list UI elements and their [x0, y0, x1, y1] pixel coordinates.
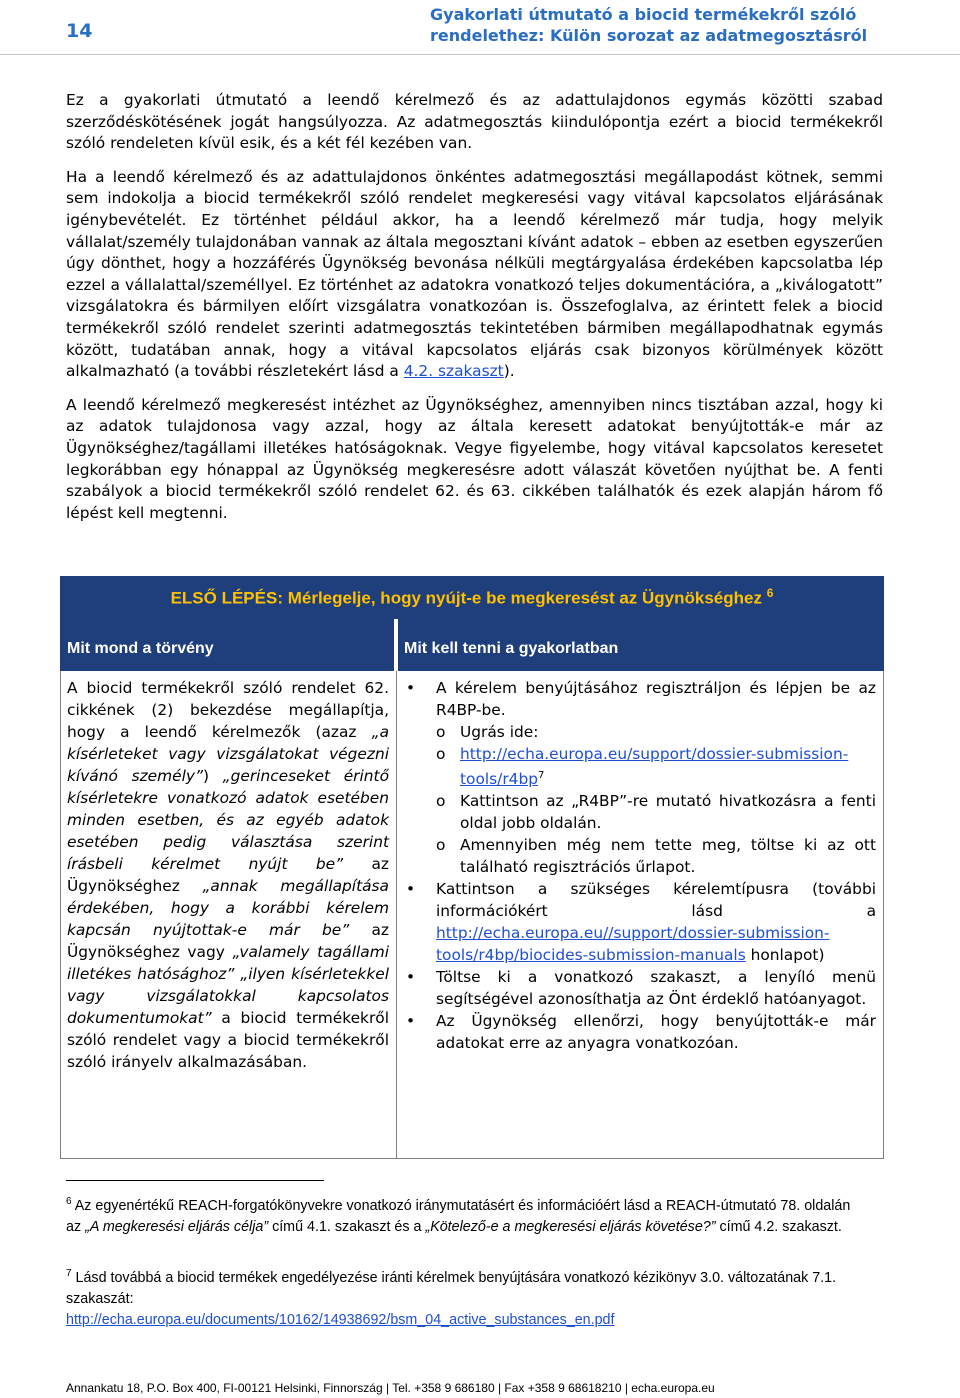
- bullet-agency-check: • Az Ügynökség ellenőrzi, hogy benyújtották-e már adatokat erre az anyagra vonatkozóan.: [404, 1010, 876, 1054]
- table-column-divider: [396, 671, 397, 1159]
- column-header-practice-label: Mit kell tenni a gyakorlatban: [404, 640, 619, 657]
- step-banner-title: [60, 586, 884, 609]
- law-quote-4: „valamely tagállami illetékes hatósághoz” „ilyen kísérletekkel vagy vizsgálatokkal kapcsolatos dokumentumokat”: [67, 943, 389, 1027]
- paragraph-2: [66, 167, 883, 383]
- header-divider: [0, 54, 960, 55]
- page-footer: Annankatu 18, P.O. Box 400, FI-00121 Helsinki, Finnország | Tel. +358 9 686180 | Fax +358 9 68618210 | echa.europa.eu: [66, 1381, 715, 1395]
- request-type-end: honlapot): [745, 946, 825, 965]
- footnote-6-text-2: című 4.1. szakaszt és a: [268, 1218, 426, 1235]
- subitem-click-r4bp: o Kattintson az „R4BP”-re mutató hivatkozásra a fenti oldal jobb oldalán.: [404, 790, 876, 834]
- footnote-7: [66, 1263, 866, 1331]
- law-cell: [67, 677, 389, 1073]
- main-text: [66, 90, 883, 536]
- law-quote-1: „a kísérleteket vagy vizsgálatokat végezni kívánó személy”: [67, 723, 389, 785]
- law-quote-3: „annak megállapítása érdekében, hogy a korábbi kérelem kapcsán nyújtottak-e már be”: [67, 877, 389, 939]
- footnote-ref-6: 6: [766, 586, 774, 600]
- footnote-ref-7: 7: [538, 770, 545, 781]
- bullet-register: • A kérelem benyújtásához regisztráljon és lépjen be az R4BP-be.: [404, 677, 876, 721]
- law-text-2: ): [202, 767, 223, 785]
- bullet-request-type: [404, 878, 876, 966]
- paragraph-1: Ez a gyakorlati útmutató a leendő kérelmező és az adattulajdonos egymás közötti szabad szerződéskötésének jogát hangsúlyozza. Az adatmegosztás kiindulópontja ezért a biocid termékekről szóló rendeleten kívül esik, és a két fél kezében van.: [66, 91, 883, 153]
- header-title-line1: Gyakorlati útmutató a biocid termékekről szóló: [430, 5, 857, 24]
- step-banner: [60, 576, 884, 620]
- law-text-1: A biocid termékekről szóló rendelet 62. cikkének (2) bekezdése megállapítja, hogy a leendő kérelmezők (azaz: [67, 679, 389, 741]
- section-4-2-link[interactable]: 4.2. szakaszt: [403, 362, 504, 381]
- law-text-3: az Ügynökséghez: [67, 855, 390, 895]
- paragraph-2-end: ).: [503, 362, 515, 381]
- law-text-5: a biocid termékekről szóló rendelet vagy a biocid termékekről szóló irányelv alkalmazásában.: [67, 1009, 389, 1071]
- submission-manuals-link[interactable]: http://echa.europa.eu//support/dossier-submission-tools/r4bp/biocides-submission-manuals: [436, 924, 830, 965]
- practice-cell: [404, 677, 876, 1054]
- paragraph-2-text: Ha a leendő kérelmező és az adattulajdonos önkéntes adatmegosztási megállapodást kötnek, semmi sem indokolja a biocid termékekről szóló rendelet megkeresési vagy vitával kapcsolatos eljárásának igénybevételét. Ez történhet például akkor, ha a leendő kérelmező már tudja, hogy melyik vállalat/személy tulajdonában vannak az általa megosztani kívánt adatok – ebben az esetben egyszerűen úgy dönthet, hogy a hozzáférés Ügynökség bevonása nélküli megtárgyalása érdekében kapcsolatba lép ezzel a vállalattal/személlyel. Ez történhet az adatokra vonatkozó teljes dokumentációra, a „kiválogatott” vizsgálatokra és bármilyen előírt vizsgálatra vonatkozóan is. Összefoglalva, az érintett felek a biocid termékekről szóló rendelet szerinti adatmegosztás tekintetében bármiben megállapodhatnak egymás között, tudatában annak, hogy a vitával kapcsolatos eljárás csak bizonyos körülmények között alkalmazható (a további részletekért lásd a: [66, 167, 883, 381]
- column-header-practice: [398, 619, 884, 671]
- paragraph-3: A leendő kérelmező megkeresést intézhet az Ügynökséghez, amennyiben nincs tisztában azzal, hogy ki az adatok tulajdonosa vagy azzal, hogy az általa keresett adatokat benyújtották-e már az Ügynökséghez/tagállami illetékes hatóságoknak. Vegye figyelembe, hogy vitával kapcsolatos keresetet legkorábban egy hónappal az Ügynökség megkeresésre adott válaszát követően nyújthat be. A fenti szabályok a biocid termékekről szóló rendelet 62. és 63. cikkében találhatók és ezek alapján három fő lépést kell megtenni.: [66, 395, 883, 522]
- footnote-6-text-1: Az egyenértékű REACH-forgatókönyvekre vonatkozó iránymutatásért és információért lásd a REACH-útmutató 78. oldalán az: [66, 1197, 851, 1235]
- footnote-6-title-1: „A megkeresési eljárás célja”: [85, 1218, 269, 1235]
- bsm-pdf-link[interactable]: http://echa.europa.eu/documents/10162/14938692/bsm_04_active_substances_en.pdf: [66, 1311, 615, 1328]
- step-banner-text: ELSŐ LÉPÉS: Mérlegelje, hogy nyújt-e be megkeresést az Ügynökséghez: [170, 588, 762, 608]
- bullet-fill-section: • Töltse ki a vonatkozó szakaszt, a lenyíló menü segítségével azonosíthatja az Önt érdeklő hatóanyagot.: [404, 966, 876, 1010]
- law-quote-2: „gerinceseket érintő kísérletekre vonatkozó adatok esetében minden esetben, és az egyéb adatok esetében pedig választása szerint írásbeli kérelmet nyújt be”: [67, 767, 389, 873]
- column-header-law-label: Mit mond a törvény: [67, 640, 214, 657]
- request-type-text: Kattintson a szükséges kérelemtípusra (további információkért lásd a: [436, 880, 876, 921]
- footnote-6-text-3: című 4.2. szakaszt.: [715, 1218, 842, 1235]
- footnote-7-number: 7: [66, 1268, 72, 1279]
- subitem-r4bp-link: [404, 743, 876, 790]
- footnote-6: [66, 1191, 866, 1238]
- footnote-7-text: Lásd továbbá a biocid termékek engedélyezése iránti kérelmek benyújtására vonatkozó kézikönyv 3.0. változatának 7.1. szakaszát:: [66, 1269, 837, 1307]
- footnote-6-title-2: „Kötelező-e a megkeresési eljárás követése?”: [425, 1218, 716, 1235]
- running-header-title: [430, 4, 900, 46]
- subitem-goto: o Ugrás ide:: [404, 721, 876, 743]
- page-number: 14: [66, 20, 93, 42]
- r4bp-link[interactable]: http://echa.europa.eu/support/dossier-submission-tools/r4bp: [460, 745, 849, 789]
- subitem-registration: o Amennyiben még nem tette meg, töltse ki az ott található regisztrációs űrlapot.: [404, 834, 876, 878]
- footnote-divider: [66, 1180, 324, 1181]
- column-header-law: [60, 619, 394, 671]
- header-title-line2: rendelethez: Külön sorozat az adatmegosztásról: [430, 26, 868, 45]
- law-text-4: az Ügynökséghez vagy: [67, 921, 389, 961]
- footnote-6-number: 6: [66, 1196, 72, 1207]
